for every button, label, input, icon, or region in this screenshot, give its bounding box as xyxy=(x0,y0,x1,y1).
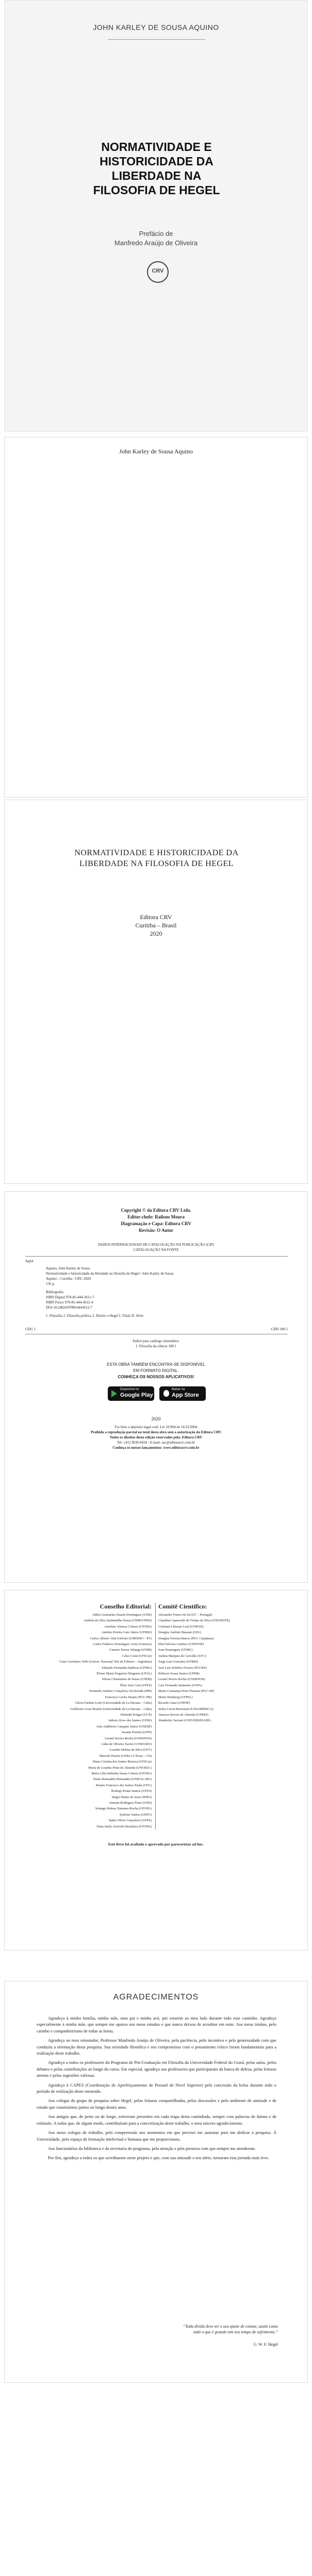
editorial-member: Antônio Pereira Gaio Júnior (UFRRJ) xyxy=(101,1631,152,1635)
publisher-logo-text: CRV xyxy=(152,268,164,274)
editorial-member: Maria Lília Imbiriba Sousa Colares (UFOPA) xyxy=(91,1771,152,1775)
cover-divider xyxy=(108,39,205,40)
cip-box xyxy=(25,1256,288,1334)
index-title: Índice para catálogo sistemático xyxy=(133,1339,179,1343)
editorial-member: Josania Portela (UFPI) xyxy=(121,1731,152,1735)
scientific-member: Cristiane Liberato Leal (UNIFAP) xyxy=(158,1624,204,1629)
scientific-member: José Luís Schifino Ferraro (PUCRS) xyxy=(158,1666,207,1670)
app-store-badge[interactable] xyxy=(159,1386,206,1401)
ack-paragraph: Aos funcionários da biblioteca e da secretaria do programa, pela atenção e pela presteza com que sempre me atenderam. xyxy=(48,2146,256,2151)
scientific-member: Joelma Marques de Carvalho (UFC) xyxy=(158,1654,206,1658)
editorial-member: Carmen Tereza Velanga (UNIR) xyxy=(109,1648,152,1652)
editorial-member: Fernando Antônio Gonçalves Alcoforado (IPB) xyxy=(89,1689,152,1693)
scientific-member: Sirley Lizott Benvenuti (UNIAMÉRICA) xyxy=(158,1707,214,1711)
scientific-member: Ivan Domingues (UFMG) xyxy=(158,1648,193,1652)
editorial-member: Carlos Federico Dominguez Avila (Unieuro) xyxy=(93,1642,152,1647)
editorial-member: Celso Conti (UFSCar) xyxy=(122,1654,152,1658)
title-page-year: 2020 xyxy=(150,930,162,937)
editorial-member: Lídia de Oliveira Xavier (UNIEURO) xyxy=(101,1742,152,1746)
cip-line: 156 p. xyxy=(46,1282,55,1286)
editor-chefe: Editor-chefe: Railson Moura xyxy=(127,1214,185,1219)
ack-body xyxy=(37,2015,276,2165)
legal-line: Conheça os nossos lançamentos: www.editoracrv.com.br xyxy=(112,1446,200,1450)
cover-author: JOHN KARLEY DE SOUSA AQUINO xyxy=(93,23,219,31)
cover-title: NORMATIVIDADE E HISTORICIDADE DA LIBERDADE NA FILOSOFIA DE HEGEL xyxy=(93,140,220,197)
council-separator xyxy=(155,1603,156,1829)
editorial-member: Élsio José Corá (UFFS) xyxy=(120,1683,152,1687)
scientific-member: Vanessa Sievers de Almeida (UFRRJ) xyxy=(158,1713,208,1717)
publisher-logo xyxy=(147,261,169,283)
cover-preface-label: Prefácio de xyxy=(139,230,173,238)
scientific-member: Alexandre Franco de Sá (UC – Portugal) xyxy=(158,1613,212,1617)
editorial-member: Gloria Fariñas León (Universidade de La Havana – Cuba) xyxy=(75,1701,152,1705)
cover-page xyxy=(4,0,308,432)
cip-line: ISBN Digital 978-85-444-3611-7 xyxy=(46,1295,94,1299)
title-page-publisher: Editora CRV xyxy=(140,913,172,921)
editorial-member: Aldira Guimarães Duarte Domínguez (UNB) xyxy=(92,1613,152,1617)
legal-line: Foi feito o depósito legal conf. Lei 10.994 de 14/12/2004 xyxy=(114,1425,198,1429)
ack-paragraph: Agradeço ao meu orientador, Professor Manfredo Araújo de Oliveira, pela paciência, pelo incentivo e pela generosidade com que conduziu a orientação desta pesquisa. Sua seriedade filosófica e seu compromisso com o pensamento crítico foram fundamentais para a realização deste trabalho. xyxy=(37,2038,276,2056)
scientific-member: Maria Constança Peres Pissarra (PUC-SP) xyxy=(158,1689,215,1693)
cip-cdu: CDU 1 xyxy=(25,1327,36,1331)
cip-subtitle: CATALOGAÇÃO NA FONTE xyxy=(133,1248,179,1252)
editorial-member: Maria Cristina dos Santos Bezerra (UFSCar) xyxy=(92,1760,152,1764)
title-page-title: NORMATIVIDADE E HISTORICIDADE DA LIBERDADE NA FILOSOFIA DE HEGEL xyxy=(74,849,239,868)
ack-paragraph: Aos amigos que, de perto ou de longe, estiveram presentes em cada etapa desta caminhada, sempre com palavras de ânimo e de estímulo. A todos que, de algum modo, contribuíram para a concretização deste trabalho, o meu sincero agradecimento. xyxy=(37,2114,276,2126)
editorial-member: Carlos Alberto Vilar Estêvão (UMINHO – PT) xyxy=(90,1636,152,1640)
cip-cdd: CDD 100.1 xyxy=(271,1327,288,1331)
copyright-line: Copyright © da Editora CRV Ltda. xyxy=(121,1208,191,1213)
cip-line: ISBN Físico 978-85-444-3612-4 xyxy=(46,1300,93,1304)
editorial-member: Jailson Alves dos Santos (UFRJ) xyxy=(108,1719,152,1723)
cip-code: Aq64 xyxy=(25,1259,34,1263)
ack-paragraph: Aos meus colegas de trabalho, pela compreensão nos momentos em que precisei me ausentar para me dedicar à pesquisa. À Universidade, pelo espaço de formação intelectual e humana que me proporcionou. xyxy=(37,2130,276,2142)
cip-line: Aquino – Curitiba : CRV, 2020. xyxy=(46,1277,92,1281)
editorial-member: Helmuth Krüger (UCP) xyxy=(120,1713,152,1717)
editorial-list xyxy=(25,1612,152,1829)
peer-review-note: Este livro foi avaliado e aprovado por pareceristas ad hoc. xyxy=(108,1842,204,1846)
cip-line: Bibliografia xyxy=(46,1290,63,1294)
editorial-member: Rodrigo Pratte-Santos (UFES) xyxy=(111,1789,152,1793)
scientific-list xyxy=(158,1612,287,1724)
scientific-member: Luis Fernando Sarmento (UFPA) xyxy=(158,1683,202,1687)
google-play-big: Google Play xyxy=(120,1392,153,1398)
editorial-member: Cesar Gerónimo Tello (Univer. Nacional Três de Febrero – Argentina) xyxy=(59,1660,152,1664)
editorial-member: Elizeu Clementino de Souza (UNEB) xyxy=(102,1677,152,1682)
legal-line: Proibida a reprodução parcial ou total desta obra sem a autorização da Editora CRV xyxy=(90,1430,222,1434)
copyright-year: 2020 xyxy=(151,1416,161,1421)
app-store-small: Baixar na xyxy=(172,1388,185,1391)
available-line-1: ESTA OBRA TAMBÉM ENCONTRA-SE DISPONÍVEL xyxy=(107,1362,205,1367)
cover-preface-author: Manfredo Araújo de Oliveira xyxy=(114,239,198,247)
editorial-member: Marcelo Paixão (UFRJ e UTexas – US) xyxy=(99,1754,152,1758)
editorial-member: Guillermo Arias Beatón (Universidade de La Havana – Cuba) xyxy=(70,1707,152,1711)
acknowledgements-page xyxy=(4,1981,308,2383)
index-line: 1. Filosofia da ciência 100.1 xyxy=(135,1344,177,1348)
legal-line: Tel.: (41) 3039-6418 - E-mail: sac@editoracrv.com.br xyxy=(117,1440,195,1445)
editorial-member: Eduardo Fernandes Barbosa (UFMG) xyxy=(102,1666,152,1670)
ack-paragraph: Agradeço a todos os professores do Programa de Pós-Graduação em Filosofia da Universidade Federal do Ceará, pelas aulas, pelos debates e pelas contribuições ao longo do curso. Em especial, agradeço aos professores que participaram da banca de defesa, pelas leituras atentas e pelas sugestões valiosas. xyxy=(37,2060,276,2078)
app-store-big: App Store xyxy=(172,1392,199,1398)
google-play-small: Disponível no xyxy=(120,1388,139,1391)
scientific-member: Leonel Severo Rocha (UNISINOS) xyxy=(158,1677,205,1682)
legal-line: Todos os direitos desta edição reservados pela: Editora CRV xyxy=(109,1435,203,1439)
half-title-page xyxy=(4,437,308,798)
scientific-member: Wanderley Saviani (UNIVERSIDADE) xyxy=(158,1719,211,1723)
diagramacao: Diagramação e Capa: Editora CRV xyxy=(121,1221,191,1226)
scientific-member: Ricardo Lima (UNESP) xyxy=(158,1701,190,1705)
editorial-member: Elione Maria Nogueira Diogenes (UFAL) xyxy=(96,1672,152,1676)
editorial-member: Simone Rodrigues Pinto (UNB) xyxy=(109,1801,152,1805)
editorial-member: Andréia da Silva Quintanilha Sousa (UNIR/UFRN) xyxy=(84,1619,152,1623)
ack-paragraph: Agradeço à minha família, minha mãe, meu pai e minha avó, por estarem ao meu lado durante todo esse caminho. Agradeço especialmente à minha mãe, que sempre me apoiou nos meus estudos e que nunca deixou de acreditar em mim. Aos meus irmãos, pelo carinho e companheirismo de todas as horas. xyxy=(37,2016,276,2033)
editorial-member: Solange Helena Ximenes-Rocha (UFOPA) xyxy=(95,1807,152,1811)
scientific-member: Douglas Antônio Bassani (UEL) xyxy=(158,1631,202,1635)
cip-lines xyxy=(46,1266,283,1318)
ack-paragraph: Agradeço à CAPES (Coordenação de Aperfeiçoamento de Pessoal de Nível Superior) pela concessão da bolsa durante todo o período de realização deste mestrado. xyxy=(37,2082,276,2094)
cip-line: 1. Filosofia 2. Filosofia política 3. Direito e Hegel I. Título II. Série xyxy=(46,1314,144,1318)
epigraph: “Toda dívida deve ter o seu ajuste de contas; assim como tudo o que é grande tem seu tempo de sofrimento.” xyxy=(183,2324,278,2334)
scientific-member: Douglas Ferreira Barros (PUC Campinas) xyxy=(158,1636,214,1640)
editorial-member: Tania Suely Azevedo Brasileiro (UFOPA) xyxy=(96,1824,152,1828)
available-line-2: EM FORMATO DIGITAL. xyxy=(133,1368,179,1373)
scientific-member: Marta Nörnberg (UFPEL) xyxy=(158,1695,193,1699)
scientific-member: Klebson Souza Santos (UFRB) xyxy=(158,1672,200,1676)
cip-line: Aquino, John Karley de Sousa xyxy=(46,1266,90,1270)
scientific-member: Claudinei Aparecido de Freitas da Silva (UNIOESTE) xyxy=(158,1619,230,1623)
apple-icon xyxy=(163,1390,169,1397)
scientific-committee-title: Comitê Científico: xyxy=(158,1603,207,1610)
editorial-council-title: Conselho Editorial: xyxy=(100,1603,152,1610)
editorial-member: Maria de Lourdes Pinto de Almeida (UNOESC) xyxy=(88,1766,152,1770)
google-play-badge[interactable] xyxy=(108,1386,154,1401)
editorial-member: Lourdes Helena da Silva (UFV) xyxy=(109,1748,152,1752)
editorial-member: Sydione Santos (UEPG) xyxy=(119,1812,152,1817)
revisao: Revisão: O Autor xyxy=(139,1228,173,1233)
ack-paragraph: Por fim, agradeço a todos os que acreditaram neste projeto e que, com sua amizade e seu afeto, tornaram esta jornada mais leve. xyxy=(48,2156,269,2161)
editorial-member: Sérgio Nunes de Jesus (IFRO) xyxy=(111,1795,152,1799)
editorial-member: Francisco Carlos Duarte (PUC-PR) xyxy=(105,1695,152,1699)
editorial-member: Renato Francisco dos Santos Paula (UFG) xyxy=(95,1783,152,1787)
half-title-author: John Karley de Sousa Aquino xyxy=(119,448,193,455)
editorial-member: João Adalberto Campato Junior (UNESP) xyxy=(96,1724,152,1728)
epigraph-author: G. W. F. Hegel xyxy=(253,2342,278,2347)
cip-line: Normatividade e historicidade da liberdade na filosofia de Hegel / John Karley de Sousa xyxy=(46,1272,174,1276)
editorial-member: Paulo Romualdo Hernandes (UNIFAL-MG) xyxy=(93,1777,152,1782)
ack-paragraph: Aos colegas do grupo de pesquisa sobre Hegel, pelas leituras compartilhadas, pelas discussões e pelo ambiente de amizade e de estudo que construímos juntos ao longo destes anos. xyxy=(37,2098,276,2110)
title-page xyxy=(4,800,308,1184)
editorial-member: Leonel Severo Rocha (UNISINOS) xyxy=(105,1736,152,1740)
scientific-member: Eliel Silveira Cardoso (UNIFESP) xyxy=(158,1642,204,1647)
council-page xyxy=(4,1590,308,1951)
cip-line: DOI 10.24824/978854443612.7 xyxy=(46,1306,92,1310)
title-page-city: Curitiba – Brasil xyxy=(135,922,177,929)
google-play-icon xyxy=(111,1390,117,1397)
editorial-member: Anselmo Alencar Colares (UFOPA) xyxy=(104,1624,152,1629)
copyright-page xyxy=(4,1191,308,1583)
available-line-3: CONHEÇA OS NOSSOS APLICATIVOS! xyxy=(118,1375,194,1379)
scientific-member: Jorge Luis Gonzalez (UFRRJ) xyxy=(158,1660,199,1664)
ack-title: AGRADECIMENTOS xyxy=(113,1993,199,2002)
editorial-member: Tadeu Oliver Gonçalves (UFPA) xyxy=(108,1819,152,1823)
cip-title: DADOS INTERNACIONAIS DE CATALOGAÇÃO NA PUBLICAÇÃO (CIP) xyxy=(98,1243,214,1247)
